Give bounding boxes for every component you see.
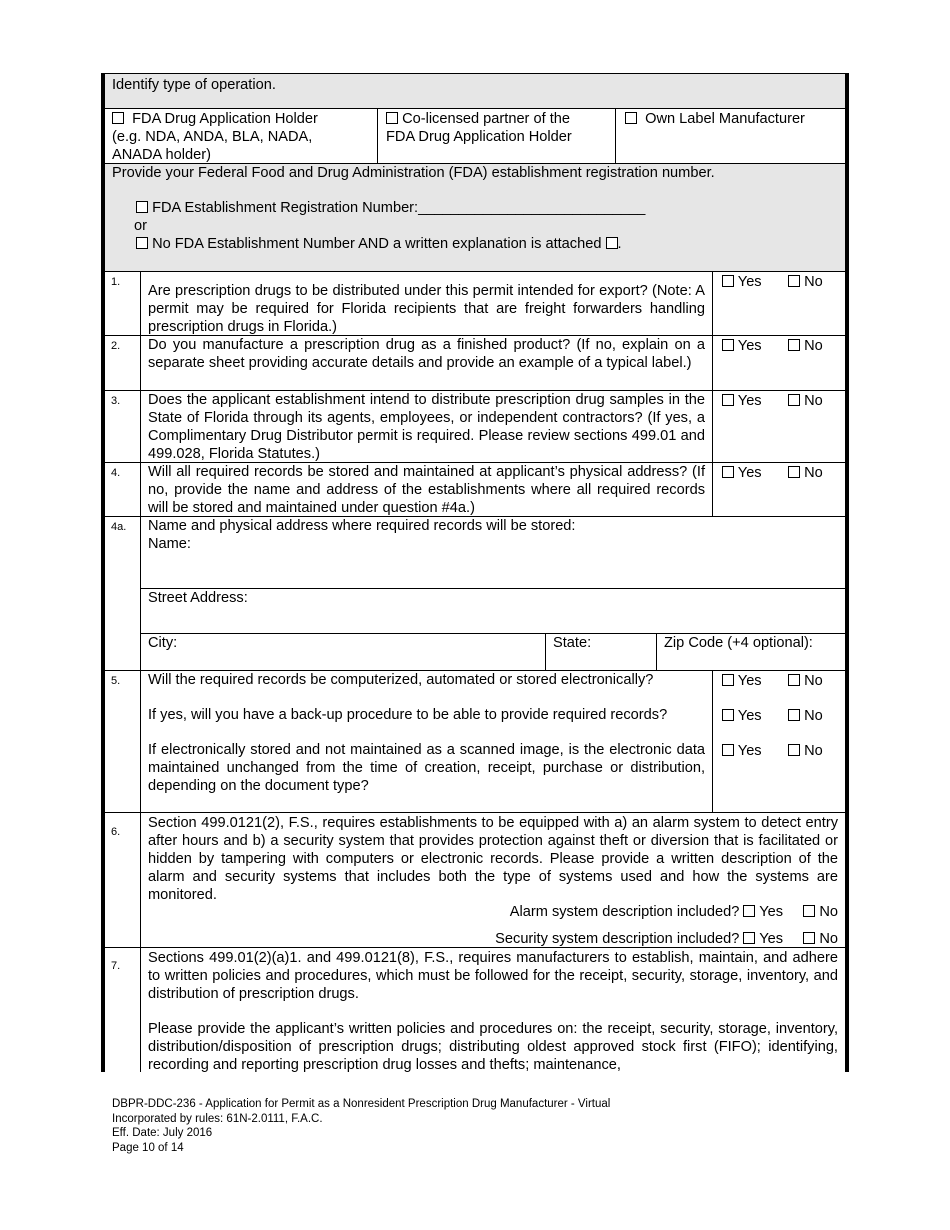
alarm-yes-checkbox[interactable] — [743, 905, 755, 917]
city-label: City: — [148, 635, 178, 651]
no-label: No — [804, 465, 823, 481]
q4-yes-checkbox[interactable] — [722, 466, 734, 478]
yes-label: Yes — [737, 465, 762, 481]
name-field[interactable] — [141, 537, 845, 587]
q5c-yes[interactable] — [722, 742, 762, 760]
no-fda-number-option[interactable] — [136, 235, 622, 253]
question-2-row — [105, 336, 845, 391]
street-address-field[interactable] — [141, 590, 845, 632]
no-label: No — [804, 274, 823, 290]
state-label: State: — [553, 635, 592, 651]
alarm-description-question[interactable] — [510, 903, 838, 921]
question-number: 1. — [111, 276, 121, 288]
question-7-text-2: Please provide the applicant’s written policies and procedures on: the receipt, security, storage, inventory, distribution/disposition of prescription drugs; distributing oldest approved stock first (FIFO); identifying, recording and reporting prescription drug losses and thefts; maintenance, — [148, 1021, 838, 1072]
question-2-text: Do you manufacture a prescription drug as a finished product? (If no, explain on a separate sheet providing accurate details and provide an example of a typical label.) — [148, 337, 705, 371]
security-yes-checkbox[interactable] — [743, 932, 755, 944]
question-3-text: Does the applicant establishment intend to distribute prescription drug samples in the State of Florida through its agents, employees, or independent contractors? (If yes, a Complimentary Drug Distributor permit is required. Please review sections 499.01 and 499.028, Florida Statutes.) — [148, 392, 705, 462]
divider — [712, 336, 713, 391]
page-number: Page 10 of 14 — [112, 1141, 184, 1154]
fda-number-option[interactable] — [136, 199, 645, 217]
q2-yes[interactable] — [722, 337, 762, 355]
street-address-label: Street Address: — [148, 590, 248, 606]
question-5-row — [105, 671, 845, 813]
question-1-text: Are prescription drugs to be distributed under this permit intended for export? (Note: A permit may be required for Florida recipients that are freight forwarders handling prescription drugs in Florida.) — [148, 283, 705, 335]
no-label: No — [819, 904, 838, 920]
q2-no-checkbox[interactable] — [788, 339, 800, 351]
no-fda-number-checkbox[interactable] — [136, 237, 148, 249]
form-title: DBPR-DDC-236 - Application for Permit as a Nonresident Prescription Drug Manufacturer - Virtual — [112, 1098, 611, 1110]
divider — [712, 463, 713, 517]
divider — [545, 633, 546, 671]
fda-registration-section — [105, 164, 845, 272]
question-7-row — [105, 948, 845, 1072]
q5b-yes-checkbox[interactable] — [722, 709, 734, 721]
q5b-no-checkbox[interactable] — [788, 709, 800, 721]
question-5b-text: If yes, will you have a back-up procedure to be able to provide required records? — [148, 707, 668, 723]
no-label: No — [819, 931, 838, 947]
operation-options-row — [105, 109, 845, 164]
fda-holder-label: FDA Drug Application Holder — [132, 111, 318, 127]
question-4a-heading: Name and physical address where required records will be stored: — [148, 518, 576, 534]
security-no-checkbox[interactable] — [803, 932, 815, 944]
question-6-text: Section 499.0121(2), F.S., requires establishments to be equipped with a) an alarm system to detect entry after hours and b) a security system that provides protection against theft or diversion that is facilitated or hidden by tampering with computers or electronic records. Please provide a written description of the alarm and security systems that includes both the type of systems used and how the systems are monitored. — [148, 815, 838, 903]
fda-heading: Provide your Federal Food and Drug Administration (FDA) establishment registration number. — [112, 165, 715, 181]
yes-label: Yes — [737, 274, 762, 290]
q5a-no[interactable] — [788, 672, 823, 690]
yes-label: Yes — [759, 904, 783, 920]
q1-no-checkbox[interactable] — [788, 275, 800, 287]
q4-yes[interactable] — [722, 464, 762, 482]
zip-code-label: Zip Code (+4 optional): — [664, 635, 813, 651]
yes-label: Yes — [737, 708, 762, 724]
operation-option-co-licensed[interactable] — [386, 110, 611, 146]
question-5a-text: Will the required records be computerized, automated or stored electronically? — [148, 672, 654, 688]
q5a-yes-checkbox[interactable] — [722, 674, 734, 686]
effective-date: Eff. Date: July 2016 — [112, 1127, 213, 1139]
question-4a-row — [105, 517, 845, 671]
question-number: 5. — [111, 675, 121, 687]
fda-holder-label-line3: ANADA holder) — [112, 147, 211, 163]
fda-number-label: FDA Establishment Registration Number:____________________________ — [152, 200, 646, 216]
q4-no[interactable] — [788, 464, 823, 482]
co-licensed-checkbox[interactable] — [386, 112, 398, 124]
q5c-yes-checkbox[interactable] — [722, 744, 734, 756]
co-licensed-label: Co-licensed partner of the — [402, 111, 570, 127]
question-6-row — [105, 813, 845, 948]
divider — [377, 109, 378, 164]
q5b-no[interactable] — [788, 707, 823, 725]
no-label: No — [804, 708, 823, 724]
fda-holder-label-line2: (e.g. NDA, ANDA, BLA, NADA, — [112, 129, 313, 145]
operation-option-fda-holder[interactable] — [112, 110, 377, 164]
q5a-no-checkbox[interactable] — [788, 674, 800, 686]
no-fda-number-label: No FDA Establishment Number AND a written explanation is attached — [152, 236, 602, 252]
operation-heading-row — [105, 74, 845, 109]
yes-label: Yes — [759, 931, 783, 947]
q5a-yes[interactable] — [722, 672, 762, 690]
question-number: 6. — [111, 826, 121, 838]
divider — [712, 391, 713, 463]
q5b-yes[interactable] — [722, 707, 762, 725]
question-number: 3. — [111, 395, 121, 407]
q4-no-checkbox[interactable] — [788, 466, 800, 478]
q3-yes-checkbox[interactable] — [722, 394, 734, 406]
fda-or-text: or — [134, 218, 147, 234]
no-label: No — [804, 743, 823, 759]
q3-no-checkbox[interactable] — [788, 394, 800, 406]
q2-yes-checkbox[interactable] — [722, 339, 734, 351]
operation-heading: Identify type of operation. — [112, 77, 276, 93]
question-number: 4a. — [111, 521, 127, 533]
no-label: No — [804, 393, 823, 409]
q1-yes[interactable] — [722, 273, 762, 291]
page-footer — [112, 1097, 610, 1155]
security-label: Security system description included? — [495, 931, 740, 947]
divider — [712, 272, 713, 336]
explanation-attached-checkbox[interactable] — [606, 237, 618, 249]
question-4-row — [105, 463, 845, 517]
question-number: 2. — [111, 340, 121, 352]
divider — [712, 671, 713, 813]
yes-label: Yes — [737, 393, 762, 409]
own-label-checkbox[interactable] — [625, 112, 637, 124]
q2-no[interactable] — [788, 337, 823, 355]
q1-no[interactable] — [788, 273, 823, 291]
yes-label: Yes — [737, 743, 762, 759]
own-label-label: Own Label Manufacturer — [645, 111, 805, 127]
operation-option-own-label[interactable] — [625, 110, 805, 128]
question-5c-text: If electronically stored and not maintained as a scanned image, is the electronic data maintained unchanged from the time of creation, receipt, purchase or distribution, depending on the document type? — [148, 742, 705, 794]
q3-yes[interactable] — [722, 392, 762, 410]
alarm-label: Alarm system description included? — [509, 904, 740, 920]
yes-label: Yes — [737, 338, 762, 354]
divider — [615, 109, 616, 164]
question-4-text: Will all required records be stored and maintained at applicant’s physical address? (If no, provide the name and address of the establishments where all required records will be stored and maintained under question #4a.) — [148, 464, 705, 516]
q5c-no-checkbox[interactable] — [788, 744, 800, 756]
fda-number-checkbox[interactable] — [136, 201, 148, 213]
rule-reference: Incorporated by rules: 61N-2.0111, F.A.C. — [112, 1112, 323, 1125]
question-number: 4. — [111, 467, 121, 479]
security-description-question[interactable] — [495, 930, 838, 948]
co-licensed-label-line2: FDA Drug Application Holder — [386, 129, 572, 145]
period: . — [617, 236, 622, 252]
question-3-row — [105, 391, 845, 463]
alarm-no-checkbox[interactable] — [803, 905, 815, 917]
no-label: No — [804, 338, 823, 354]
q3-no[interactable] — [788, 392, 823, 410]
name-field-label: Name: — [148, 536, 191, 552]
question-7-text: Sections 499.01(2)(a)1. and 499.0121(8), F.S., requires manufacturers to establish, maintain, and adhere to written policies and procedures, which must be followed for the receipt, security, storage, inventory, and distribution of prescription drugs. — [148, 950, 838, 1002]
q1-yes-checkbox[interactable] — [722, 275, 734, 287]
question-number: 7. — [111, 960, 121, 972]
yes-label: Yes — [737, 673, 762, 689]
no-label: No — [804, 673, 823, 689]
q5c-no[interactable] — [788, 742, 823, 760]
divider — [656, 633, 657, 671]
fda-holder-checkbox[interactable] — [112, 112, 124, 124]
question-1-row — [105, 272, 845, 336]
form-frame — [101, 73, 849, 1072]
